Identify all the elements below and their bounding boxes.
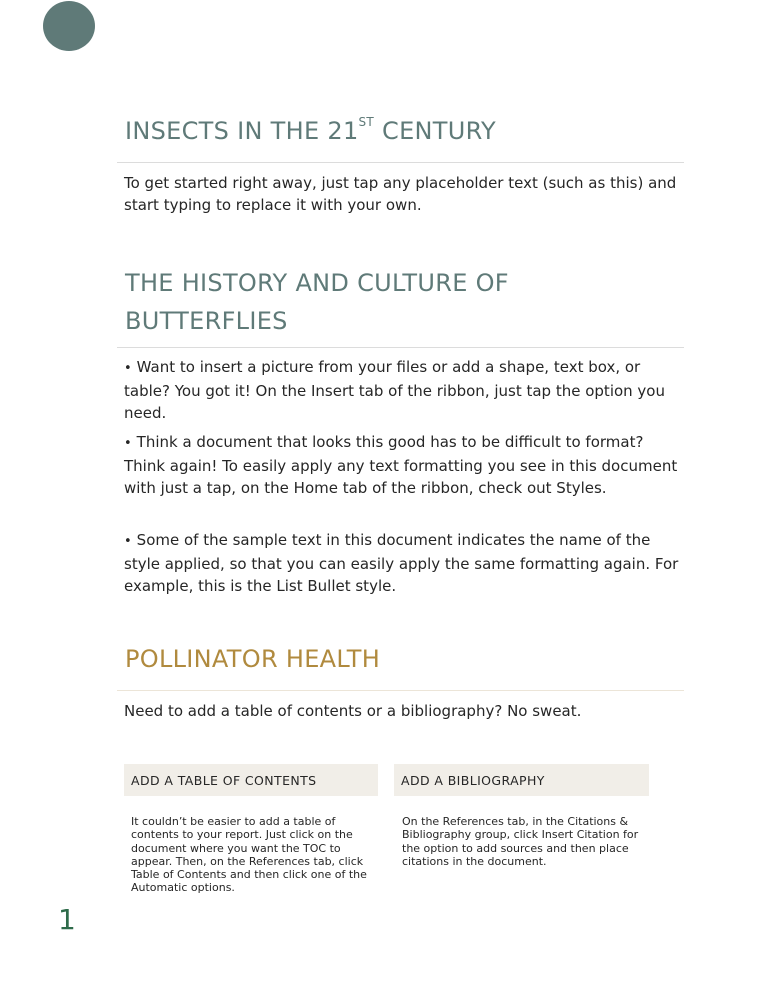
section-heading-butterflies: THE HISTORY AND CULTURE OF BUTTERFLIES — [125, 269, 509, 335]
bibliography-box-heading: ADD A BIBLIOGRAPHY — [394, 764, 649, 796]
bullet-icon: • — [124, 534, 132, 549]
bibliography-box-text: On the References tab, in the Citations & Bibliography group, click Insert Citation for the option to add sources and then place citations in the document. — [402, 815, 639, 868]
list-item: • Think a document that looks this good has to be difficult to format? Think again! To easily apply any text formatting you see in this document with just a tap, on the Home tab of the ribbon, check out Styles. — [124, 433, 678, 497]
bullet-icon: • — [124, 361, 132, 376]
toc-box-heading: ADD A TABLE OF CONTENTS — [124, 764, 378, 796]
list-item: • Want to insert a picture from your files or add a shape, text box, or table? You got it! On the Insert tab of the ribbon, just tap the option you need. — [124, 358, 665, 422]
section-heading-pollinator: POLLINATOR HEALTH — [125, 645, 381, 673]
page-number: 1 — [58, 903, 76, 936]
decorative-circle — [43, 1, 95, 51]
intro-paragraph: To get started right away, just tap any placeholder text (such as this) and start typing to replace it with your own. — [124, 174, 677, 214]
bullet-icon: • — [124, 436, 132, 451]
title-divider — [117, 162, 684, 163]
list-item: • Some of the sample text in this document indicates the name of the style applied, so that you can easily apply the same formatting again. For example, this is the List Bullet style. — [124, 531, 679, 595]
section-divider-pollinator — [117, 690, 684, 691]
toc-box-text: It couldn’t be easier to add a table of contents to your report. Just click on the document where you want the TOC to appear. Then, on the References tab, click Table of Contents and then click one of the Automatic options. — [131, 815, 367, 895]
pollinator-paragraph: Need to add a table of contents or a bibliography? No sweat. — [124, 702, 582, 720]
section-divider-butterflies — [117, 347, 684, 348]
document-title: INSECTS IN THE 21ST CENTURY — [125, 115, 497, 145]
